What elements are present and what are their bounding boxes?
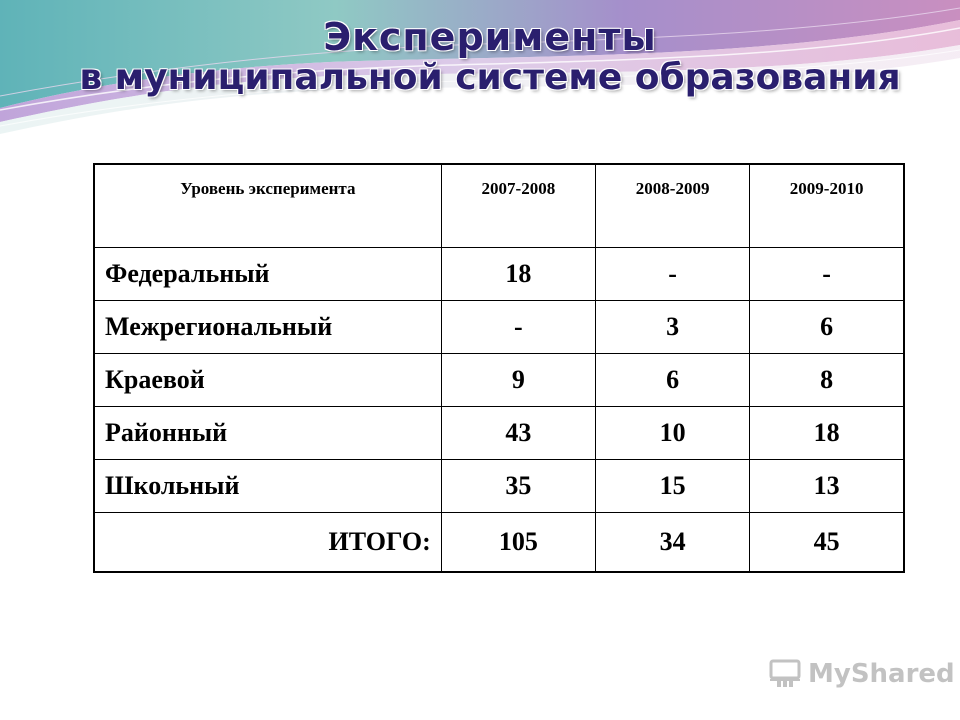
table-row [94,354,904,407]
total-cell: 45 [750,513,904,573]
table-row [94,248,904,301]
table-row [94,301,904,354]
total-label: ИТОГО: [94,513,441,573]
table-cell: 6 [596,354,750,407]
table-total-row [94,513,904,573]
header-year-2009-2010: 2009-2010 [750,164,904,248]
table-cell: 18 [750,407,904,460]
table-cell: 13 [750,460,904,513]
total-cell: 105 [441,513,595,573]
watermark-text: MyShared [808,659,955,689]
table-cell: 35 [441,460,595,513]
table-cell: - [750,248,904,301]
row-label: Межрегиональный [94,301,441,354]
header-year-2008-2009: 2008-2009 [596,164,750,248]
table-row [94,407,904,460]
title-line-2: в муниципальной системе образования [79,57,901,98]
table-cell: 10 [596,407,750,460]
classroom-icon [768,659,802,689]
row-label: Краевой [94,354,441,407]
experiments-table [93,163,905,573]
row-label: Районный [94,407,441,460]
table-cell: 18 [441,248,595,301]
row-label: Школьный [94,460,441,513]
table-cell: 15 [596,460,750,513]
table-cell: - [596,248,750,301]
table-header-row [94,164,904,248]
table-cell: 6 [750,301,904,354]
table-cell: 9 [441,354,595,407]
table-cell: - [441,301,595,354]
table-cell: 8 [750,354,904,407]
myshared-watermark [768,656,955,692]
table-cell: 43 [441,407,595,460]
header-level: Уровень эксперимента [94,164,441,248]
row-label: Федеральный [94,248,441,301]
table-cell: 3 [596,301,750,354]
table-row [94,460,904,513]
slide-title [0,15,960,98]
title-line-1: Эксперименты [323,15,657,59]
total-cell: 34 [596,513,750,573]
header-year-2007-2008: 2007-2008 [441,164,595,248]
